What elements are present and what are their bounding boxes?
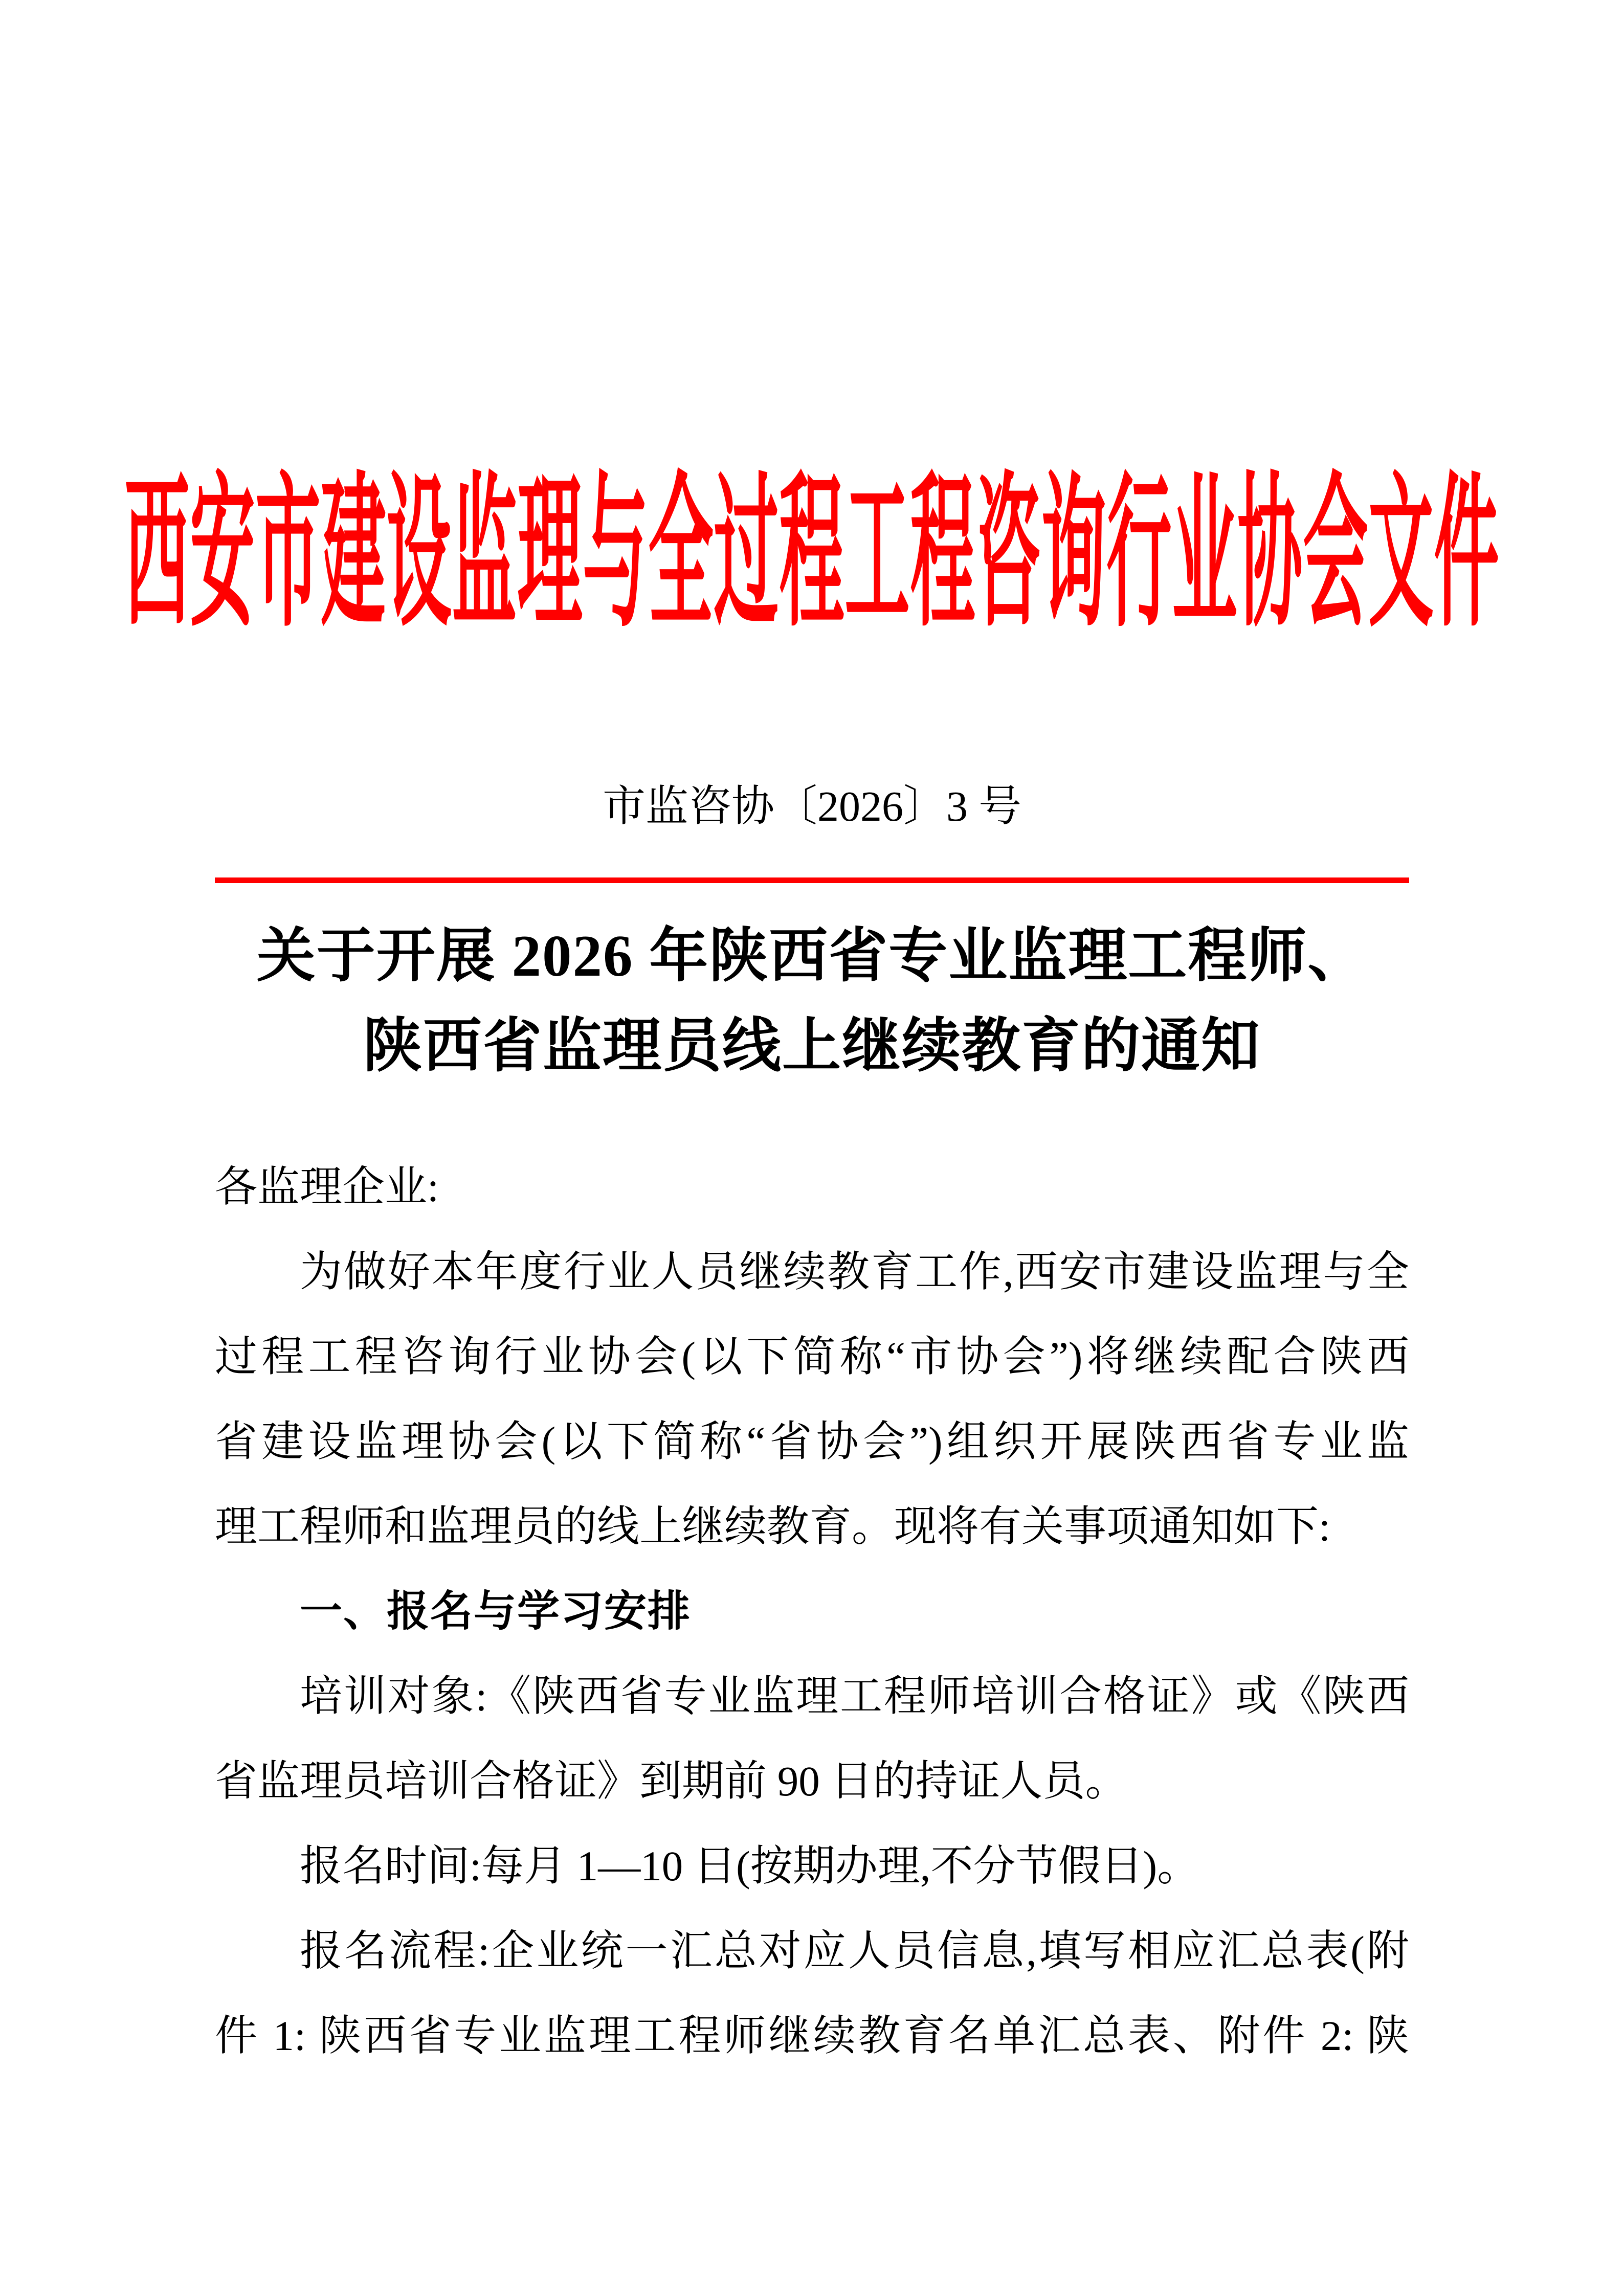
body-line: 件 1: 陕西省专业监理工程师继续教育名单汇总表、附件 2: 陕	[215, 2012, 1409, 2059]
body-line: 报名时间:每月 1—10 日(按期办理,不分节假日)。	[300, 1842, 1200, 1889]
org-title: 西安市建设监理与全过程工程咨询行业协会文件	[124, 464, 1500, 647]
section-heading: 一、报名与学习安排	[300, 1587, 691, 1635]
salutation: 各监理企业:	[215, 1163, 439, 1210]
red-divider-line	[215, 877, 1409, 883]
red-header-banner	[0, 464, 1624, 647]
doc-number: 市监咨协〔2026〕3 号	[602, 783, 1021, 830]
doc-title-line2: 陕西省监理员线上继续教育的通知	[363, 1014, 1261, 1078]
doc-title	[0, 911, 1624, 1091]
body-line: 省监理员培训合格证》到期前 90 日的持证人员。	[215, 1758, 1128, 1805]
body-line: 过程工程咨询行业协会(以下简称“市协会”)将继续配合陕西	[215, 1333, 1409, 1380]
body-line: 报名流程:企业统一汇总对应人员信息,填写相应汇总表(附	[300, 1927, 1409, 1974]
body-line: 省建设监理协会(以下简称“省协会”)组织开展陕西省专业监	[215, 1418, 1409, 1465]
body-line: 为做好本年度行业人员继续教育工作,西安市建设监理与全	[300, 1248, 1409, 1295]
document-body	[215, 1144, 1409, 2078]
body-line: 培训对象:《陕西省专业监理工程师培训合格证》或《陕西	[300, 1673, 1409, 1720]
doc-title-line1: 关于开展 2026 年陕西省专业监理工程师、	[256, 924, 1368, 988]
body-line: 理工程师和监理员的线上继续教育。现将有关事项通知如下:	[215, 1503, 1331, 1550]
